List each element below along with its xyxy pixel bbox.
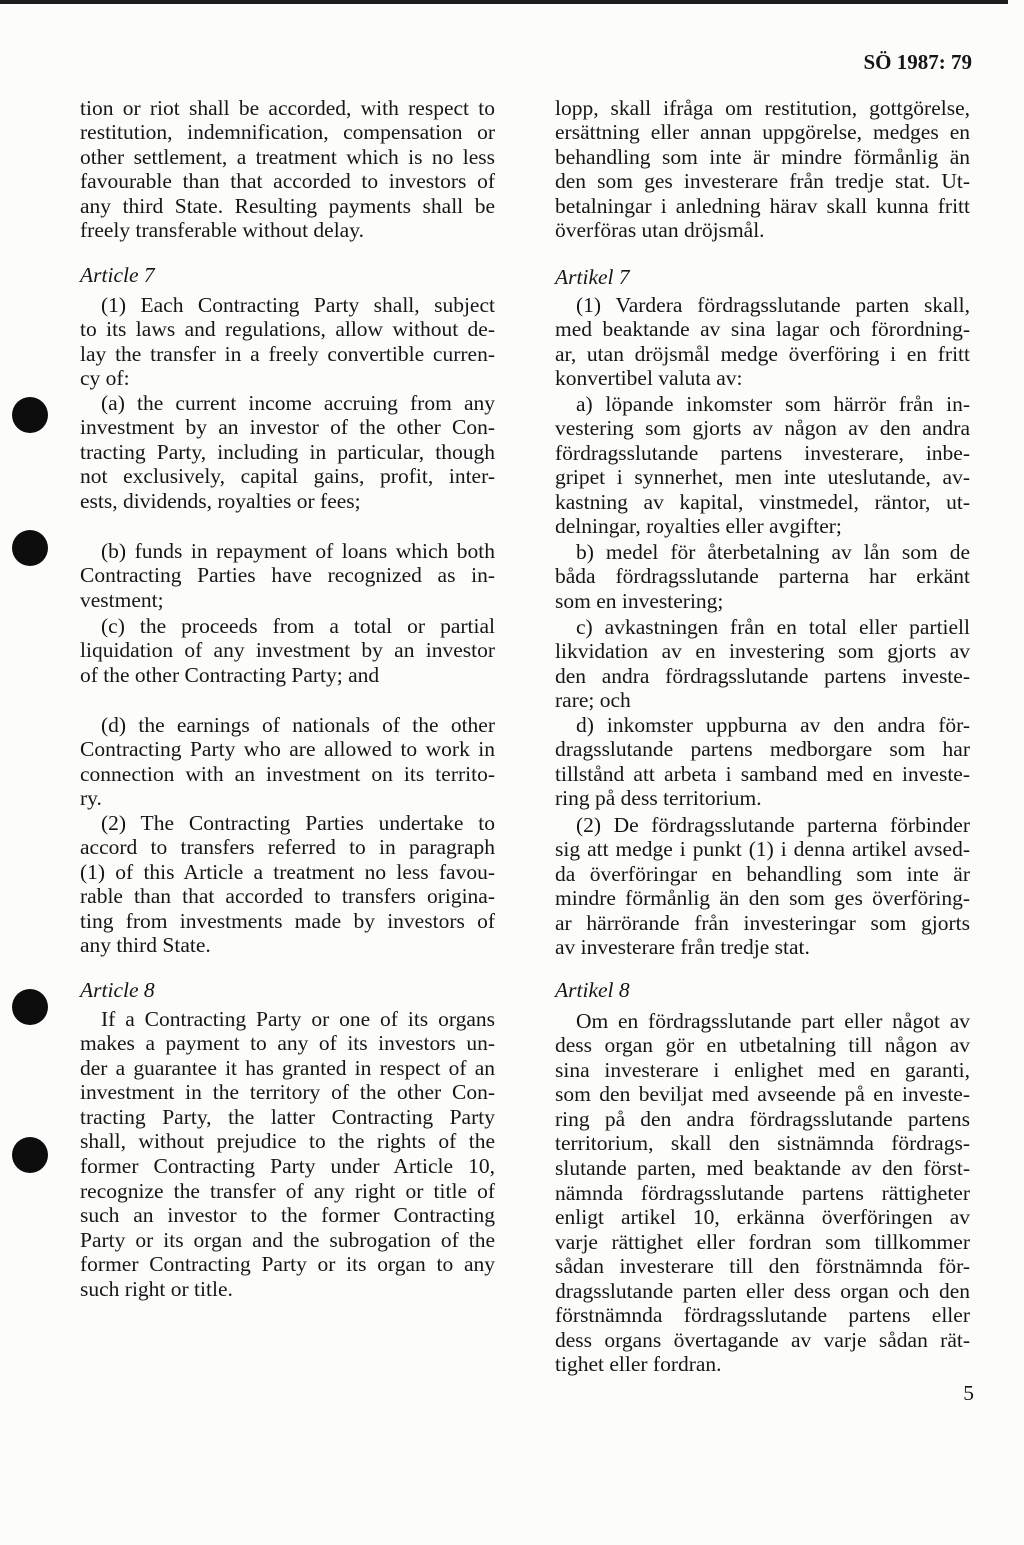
text-line: shall, without prejudice to the rights of the xyxy=(80,1129,495,1154)
text-line: fördragsslutande partens investerare, inbe- xyxy=(555,440,970,465)
text-line: If a Contracting Party or one of its organs xyxy=(101,1006,495,1031)
text-line: accord to transfers referred to in paragraph xyxy=(80,835,495,860)
text-line: Contracting Parties have recognized as in- xyxy=(80,563,495,588)
article-heading: Article 7 xyxy=(80,262,155,287)
text-line: restitution, indemnification, compensation or xyxy=(80,120,495,145)
paragraph-continuation xyxy=(80,96,495,243)
paragraph xyxy=(80,539,495,613)
paragraph xyxy=(80,391,495,514)
text-line: varje rättighet eller fordran som tillkommer xyxy=(555,1229,970,1254)
paragraph xyxy=(555,813,970,960)
text-line: connection with an investment on its territo- xyxy=(80,761,495,786)
text-line: any third State. Resulting payments shall be xyxy=(80,193,495,218)
text-line: behandling som inte är mindre förmånlig än xyxy=(555,144,970,169)
text-line: ersättning eller annan uppgörelse, medges en xyxy=(555,120,970,145)
text-line: investment by an investor of the other Con- xyxy=(80,415,495,440)
paragraph xyxy=(80,713,495,811)
text-line: sina investerare i enlighet med en garanti, xyxy=(555,1057,970,1082)
text-line: (a) the current income accruing from any xyxy=(101,390,495,415)
text-line: som den beviljat med avseende på en investe- xyxy=(555,1082,970,1107)
text-line: rable than that accorded to transfers origina- xyxy=(80,884,495,909)
text-line: not exclusively, capital gains, profit, inter- xyxy=(80,464,495,489)
text-line: ar härrörande från investeringar som gjorts xyxy=(555,910,970,935)
text-line: (d) the earnings of nationals of the other xyxy=(101,712,495,737)
text-line: a) löpande inkomster som härrör från in- xyxy=(576,391,970,416)
text-line: (1) Each Contracting Party shall, subject xyxy=(101,292,495,317)
text-line: (1) Vardera fördragsslutande parten skall, xyxy=(576,292,970,317)
text-line: such an investor to the former Contracting xyxy=(80,1203,495,1228)
text-line: investment in the territory of the other Con- xyxy=(80,1080,495,1105)
text-line: den som ges investerare från tredje stat. Ut- xyxy=(555,169,970,194)
text-line: (b) funds in repayment of loans which both xyxy=(101,538,495,563)
text-line: b) medel för återbetalning av lån som de xyxy=(576,539,970,564)
paragraph-continuation xyxy=(555,96,970,243)
text-line: freely transferable without delay. xyxy=(80,218,364,243)
text-line: av investerare från tredje stat. xyxy=(555,935,810,960)
text-line: (1) of this Article a treatment no less favou- xyxy=(80,859,495,884)
text-line: der a guarantee it has granted in respect of an xyxy=(80,1055,495,1080)
text-line: former Contracting Party under Article 10, xyxy=(80,1153,495,1178)
text-line: favourable than that accorded to investors of xyxy=(80,169,495,194)
article-heading: Artikel 7 xyxy=(555,264,630,289)
text-line: slutande parten, med beaktande av den först- xyxy=(555,1155,970,1180)
text-line: gripet i synnerhet, men inte uteslutande, av- xyxy=(555,465,970,490)
text-line: d) inkomster uppburna av den andra för- xyxy=(576,712,970,737)
text-line: Om en fördragsslutande part eller något av xyxy=(576,1008,970,1033)
paragraph xyxy=(555,293,970,391)
text-line: (2) De fördragsslutande parterna förbinder xyxy=(576,812,970,837)
text-line: båda fördragsslutande parterna har erkänt xyxy=(555,564,970,589)
text-line: dess organ gör en utbetalning till någon av xyxy=(555,1033,970,1058)
text-line: rare; och xyxy=(555,688,631,713)
text-line: ests, dividends, royalties or fees; xyxy=(80,488,361,513)
text-line: tracting Party, the latter Contracting Party xyxy=(80,1104,495,1129)
text-line: such right or title. xyxy=(80,1276,233,1301)
text-line: lopp, skall ifråga om restitution, gottgörelse, xyxy=(555,95,970,120)
text-line: ring på den andra fördragsslutande partens xyxy=(555,1106,970,1131)
top-border-line xyxy=(0,0,1008,4)
text-line: Contracting Party who are allowed to work in xyxy=(80,737,495,762)
text-line: dess organs övertagande av varje sådan rät- xyxy=(555,1327,970,1352)
punch-hole-mark xyxy=(12,530,48,566)
article-heading: Artikel 8 xyxy=(555,977,630,1002)
text-line: konvertibel valuta av: xyxy=(555,366,743,391)
text-line: ring på dess territorium. xyxy=(555,786,762,811)
text-line: ting from investments made by investors of xyxy=(80,908,495,933)
text-line: sådan investerare till den förstnämnda för- xyxy=(555,1254,970,1279)
punch-hole-mark xyxy=(12,1137,48,1173)
text-line: former Contracting Party or its organ to any xyxy=(80,1252,495,1277)
text-line: likvidation av en investering som gjorts av xyxy=(555,639,970,664)
text-line: other settlement, a treatment which is no less xyxy=(80,144,495,169)
text-line: som en investering; xyxy=(555,588,724,613)
punch-hole-mark xyxy=(12,989,48,1025)
text-line: makes a payment to any of its investors un- xyxy=(80,1031,495,1056)
text-line: vestering som gjorts av någon av den andra xyxy=(555,416,970,441)
text-line: betalningar i anledning härav skall kunna fritt xyxy=(555,193,970,218)
paragraph xyxy=(555,540,970,614)
paragraph xyxy=(80,293,495,391)
text-line: territorium, skall den sistnämnda fördrags- xyxy=(555,1131,970,1156)
text-line: (2) The Contracting Parties undertake to xyxy=(101,810,495,835)
paragraph xyxy=(555,713,970,811)
text-line: nämnda fördragsslutande partens rättigheter xyxy=(555,1180,970,1205)
text-line: överföras utan dröjsmål. xyxy=(555,218,765,243)
text-line: enligt artikel 10, erkänna överföringen av xyxy=(555,1205,970,1230)
text-line: to its laws and regulations, allow without de- xyxy=(80,317,495,342)
text-line: kastning av kapital, vinstmedel, räntor, ut- xyxy=(555,489,970,514)
paragraph xyxy=(80,1007,495,1302)
text-line: med beaktande av sina lagar och förordning- xyxy=(555,317,970,342)
text-line: tracting Party, including in particular, though xyxy=(80,439,495,464)
text-line: liquidation of any investment by an investor xyxy=(80,638,495,663)
text-line: any third State. xyxy=(80,933,211,958)
paragraph xyxy=(555,1009,970,1377)
text-line: den andra fördragsslutande partens investe- xyxy=(555,663,970,688)
paragraph xyxy=(555,615,970,713)
text-line: vestment; xyxy=(80,587,164,612)
punch-hole-mark xyxy=(12,397,48,433)
text-line: dragsslutande parten eller dess organ och den xyxy=(555,1278,970,1303)
text-line: (c) the proceeds from a total or partial xyxy=(101,613,495,638)
paragraph xyxy=(80,811,495,958)
text-line: of the other Contracting Party; and xyxy=(80,662,380,687)
text-line: recognize the transfer of any right or title of xyxy=(80,1178,495,1203)
text-line: ar, utan dröjsmål medge överföring i en fritt xyxy=(555,341,970,366)
text-line: delningar, royalties eller avgifter; xyxy=(555,514,842,539)
text-line: c) avkastningen från en total eller partiell xyxy=(576,614,970,639)
text-line: tion or riot shall be accorded, with respect to xyxy=(80,95,495,120)
page-number: 5 xyxy=(963,1381,974,1405)
text-line: dragsslutande partens medborgare som har xyxy=(555,737,970,762)
text-line: sig att medge i punkt (1) i denna artikel avsed- xyxy=(555,837,970,862)
text-line: tillstånd att arbeta i samband med en investe- xyxy=(555,761,970,786)
text-line: förstnämnda fördragsslutande partens eller xyxy=(555,1303,970,1328)
text-line: da överföringar en behandling som inte är xyxy=(555,861,970,886)
text-line: cy of: xyxy=(80,366,130,391)
article-heading: Article 8 xyxy=(80,977,155,1002)
text-line: tighet eller fordran. xyxy=(555,1352,722,1377)
document-reference: SÖ 1987: 79 xyxy=(863,50,972,74)
paragraph xyxy=(555,392,970,539)
text-line: ry. xyxy=(80,786,102,811)
text-line: Party or its organ and the subrogation of the xyxy=(80,1227,495,1252)
text-line: mindre förmånlig än den som ges överföring- xyxy=(555,886,970,911)
text-line: lay the transfer in a freely convertible curren- xyxy=(80,341,495,366)
paragraph xyxy=(80,614,495,688)
